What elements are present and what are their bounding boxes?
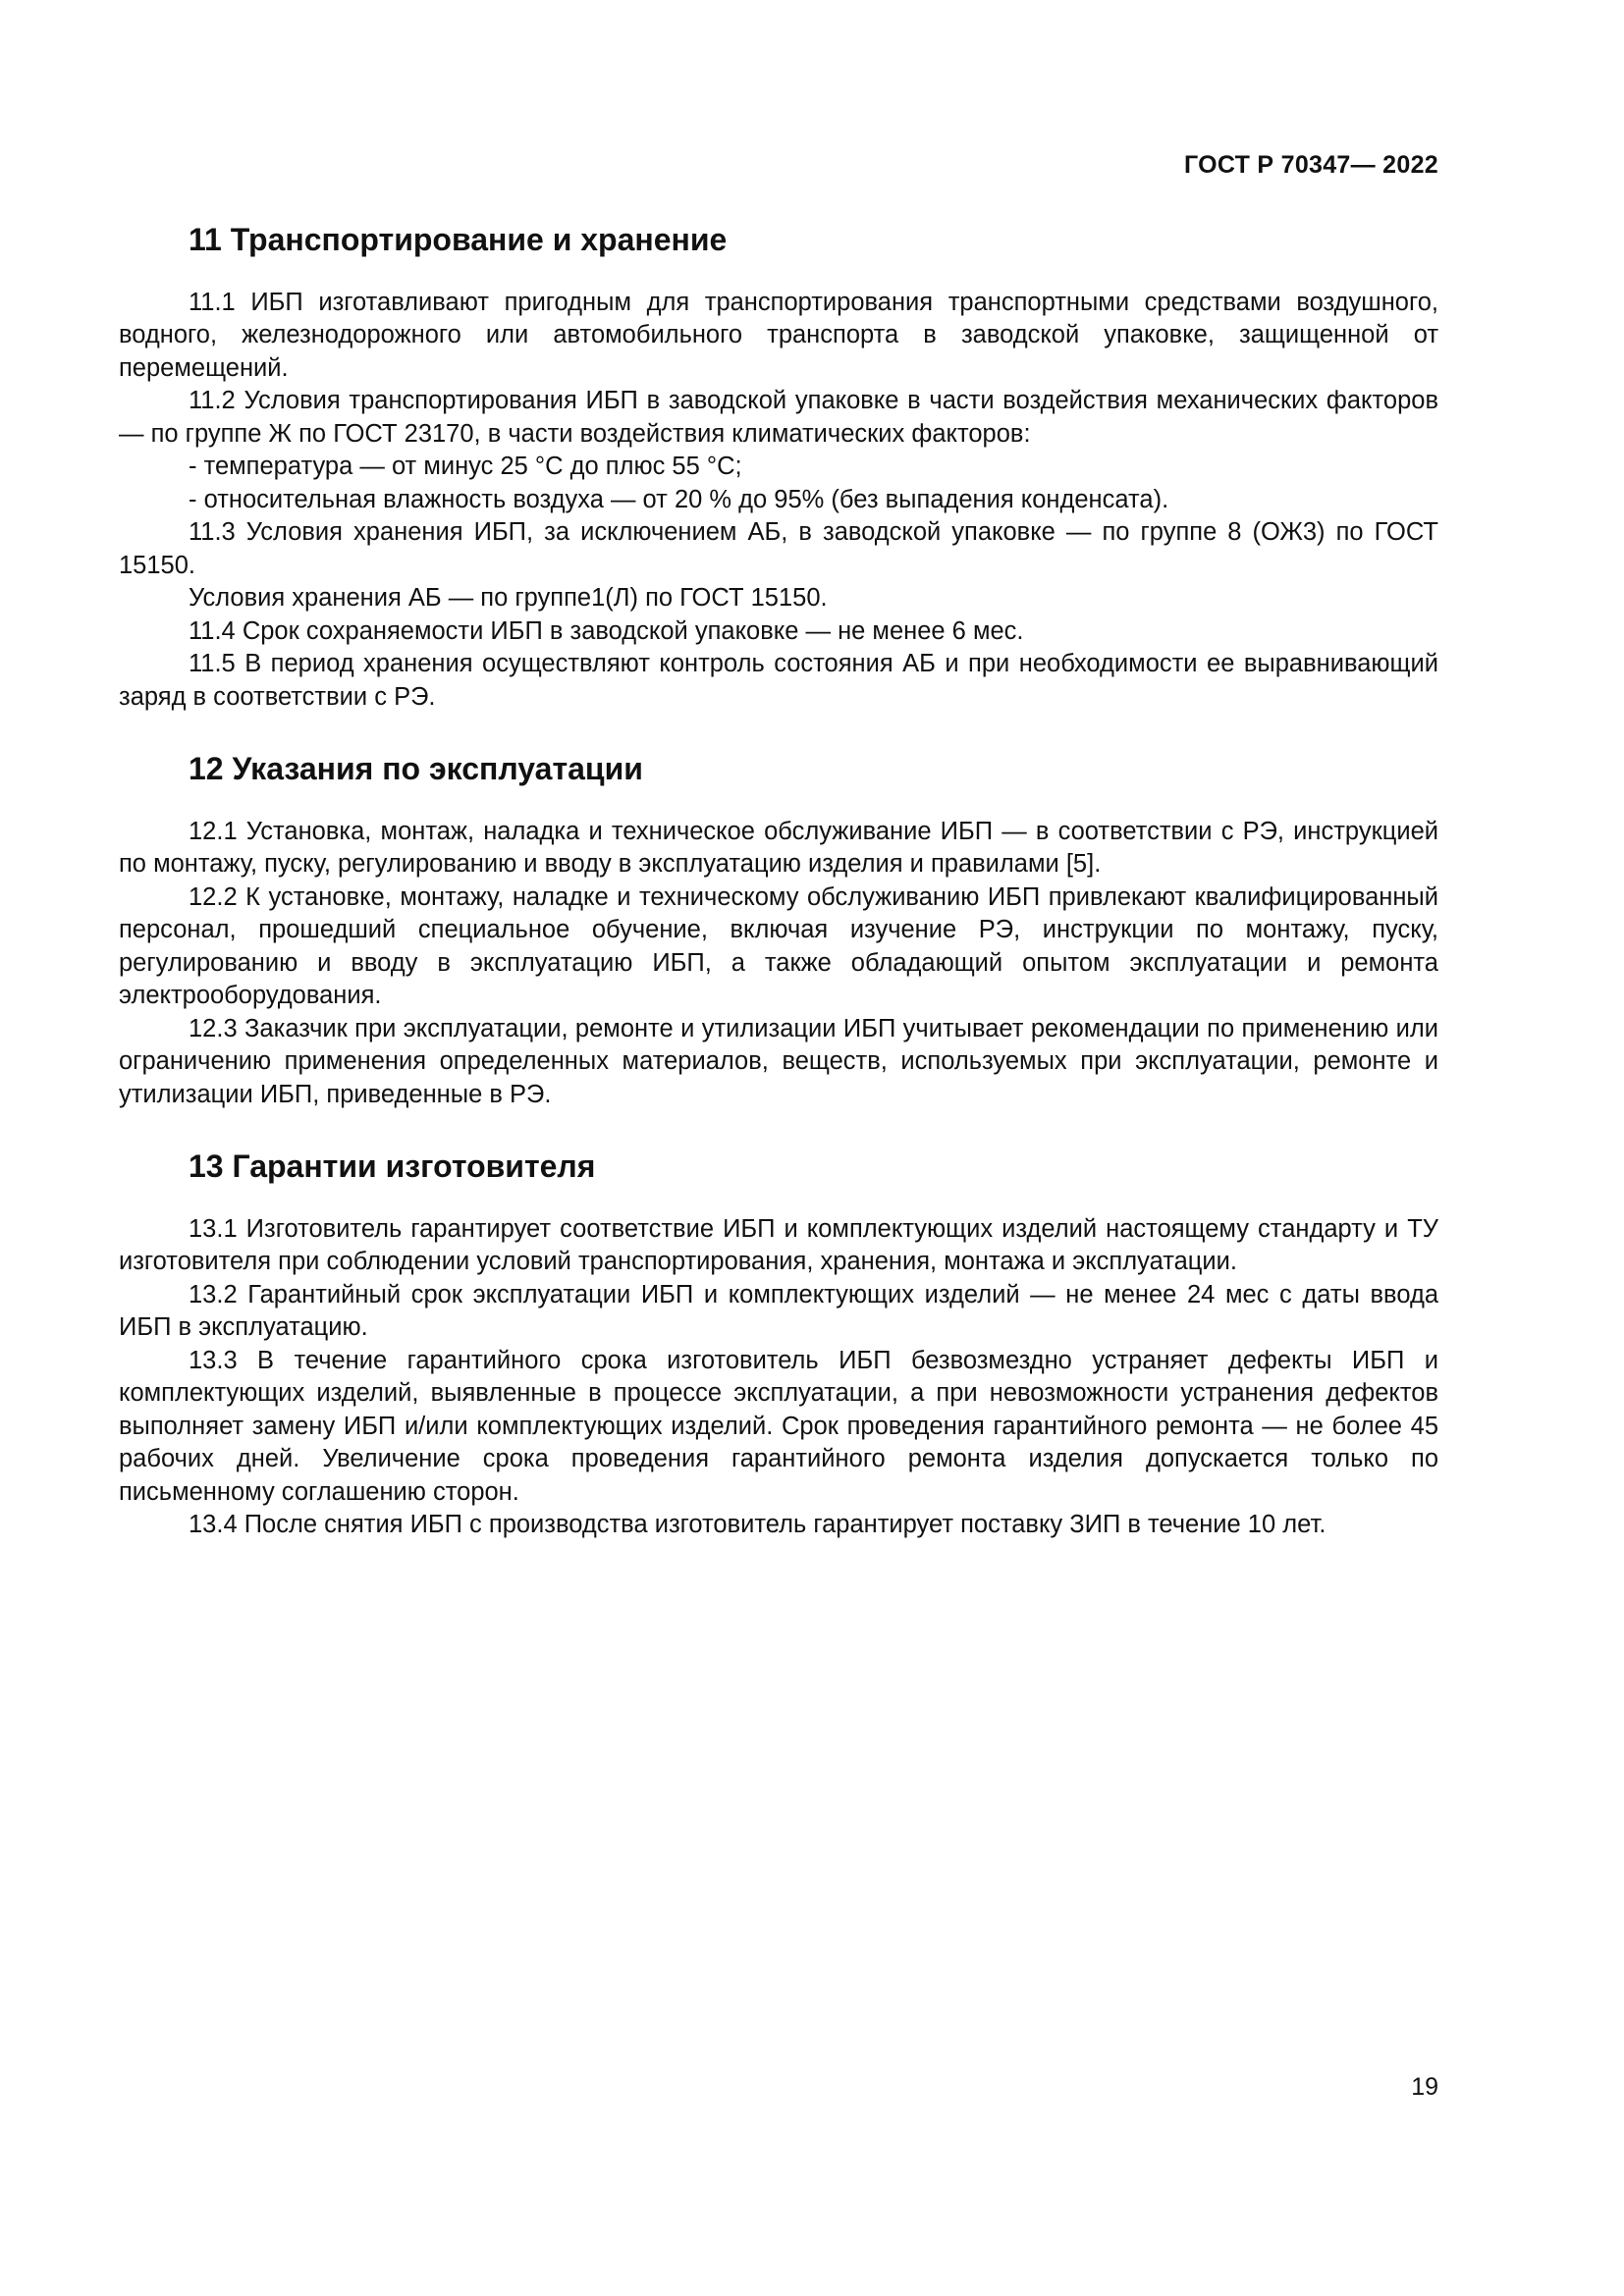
page-number: 19 [1411,2073,1438,2101]
paragraph-11-1: 11.1 ИБП изготавливают пригодным для транспортирования транспортными средствами воздушного, водного, железнодорожного или автомобильного транспорта в заводской упаковке, защищенной от перемещений. [119,288,1438,382]
section-title: 11 Транспортирование и хранение [189,222,728,257]
paragraph-11-4: 11.4 Срок сохраняемости ИБП в заводской упаковке — не менее 6 мес. [189,616,1024,645]
paragraph-12-3: 12.3 Заказчик при эксплуатации, ремонте и утилизации ИБП учитывает рекомендации по применению или ограничению применения определенных материалов, веществ, используемых при эксплуатации, ремонте и утилизации ИБП, приведенные в РЭ. [119,1014,1438,1108]
paragraph-11-5: 11.5 В период хранения осуществляют контроль состояния АБ и при необходимости ее выравнивающий заряд в соответствии с РЭ. [119,650,1438,711]
paragraph-11-2: 11.2 Условия транспортирования ИБП в заводской упаковке в части воздействия механических факторов — по группе Ж по ГОСТ 23170, в части воздействия климатических факторов: [119,387,1438,448]
paragraph-12-1: 12.1 Установка, монтаж, наладка и техническое обслуживание ИБП — в соответствии с РЭ, инструкцией по монтажу, пуску, регулированию и вводу в эксплуатацию изделия и правилами [5]. [119,817,1438,879]
document-body [119,220,1438,1542]
document-standard-number: ГОСТ Р 70347— 2022 [1183,151,1438,179]
section-title: 12 Указания по эксплуатации [189,751,643,787]
list-item-temperature: - температура — от минус 25 °С до плюс 55 °С; [189,453,742,481]
paragraph-13-1: 13.1 Изготовитель гарантирует соответствие ИБП и комплектующих изделий настоящему стандарту и ТУ изготовителя при соблюдении условий транспортирования, хранения, монтажа и эксплуатации. [119,1214,1438,1276]
paragraph-13-4: 13.4 После снятия ИБП с производства изготовитель гарантирует поставку ЗИП в течение 10 лет. [189,1511,1326,1539]
paragraph-13-3: 13.3 В течение гарантийного срока изготовитель ИБП безвозмездно устраняет дефекты ИБП и комплектующих изделий, выявленные в процессе эксплуатации, а при невозможности устранения дефектов выполняет замену ИБП и/или комплектующих изделий. Срок проведения гарантийного ремонта — не более 45 рабочих дней. Увеличение срока проведения гарантийного ремонта изделия допускается только по письменному соглашению сторон. [119,1346,1438,1506]
paragraph-11-3: 11.3 Условия хранения ИБП, за исключением АБ, в заводской упаковке — по группе 8 (ОЖ3) по ГОСТ 15150. [119,518,1438,579]
section-transport-storage [119,220,1438,714]
paragraph-battery-storage: Условия хранения АБ — по группе1(Л) по ГОСТ 15150. [189,584,828,613]
section-warranty [119,1147,1438,1542]
section-title: 13 Гарантии изготовителя [189,1148,596,1185]
section-operation [119,749,1438,1111]
paragraph-13-2: 13.2 Гарантийный срок эксплуатации ИБП и комплектующих изделий — не менее 24 мес с даты ввода ИБП в эксплуатацию. [119,1280,1438,1342]
paragraph-12-2: 12.2 К установке, монтажу, наладке и техническому обслуживанию ИБП привлекают квалифицированный персонал, прошедший специальное обучение, включая изучение РЭ, инструкции по монтажу, пуску, регулированию и вводу в эксплуатацию ИБП, а также обладающий опытом эксплуатации и ремонта электрооборудования. [119,882,1438,1010]
list-item-humidity: - относительная влажность воздуха — от 20 % до 95% (без выпадения конденсата). [189,485,1169,513]
